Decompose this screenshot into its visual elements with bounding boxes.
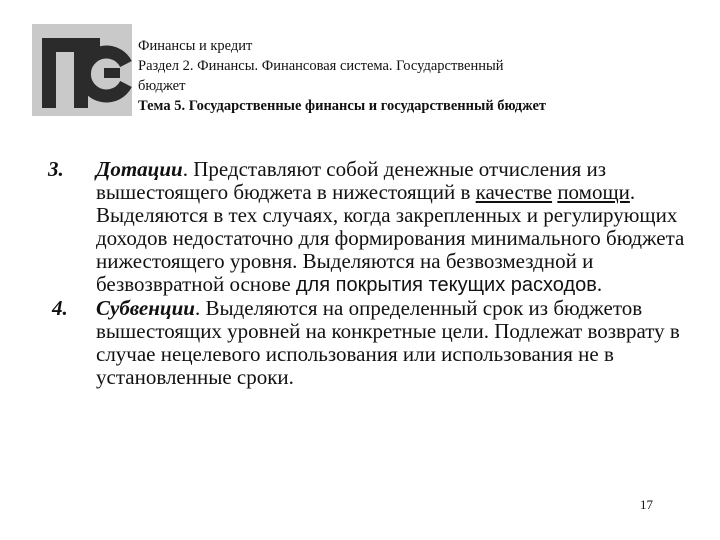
- topic-title: Тема 5. Государственные финансы и государственный бюджет: [138, 98, 547, 114]
- item-text-underlined: помощи: [557, 180, 630, 204]
- slide-header: [138, 36, 546, 116]
- slide-body: [48, 158, 688, 389]
- item-text: . Выделяются в тех случаях, когда закрепленных и регулирующих доходов недостаточно для формирования минимального бюджета нижестоящего уровня. Выделяются на безвозмездной и безвозвратной основе: [96, 180, 685, 296]
- course-title: Финансы и кредит: [138, 38, 253, 54]
- item-number: 3.: [48, 157, 64, 181]
- list-item: [48, 297, 688, 389]
- section-title: Раздел 2. Финансы. Финансовая система. Государственный: [138, 58, 504, 74]
- item-text-underlined: качестве: [475, 180, 553, 204]
- item-term: Дотации: [96, 157, 183, 181]
- list-item: [48, 158, 688, 297]
- page-number: 17: [640, 497, 653, 512]
- item-number: 4.: [52, 296, 68, 320]
- section-title-cont: бюджет: [138, 78, 186, 94]
- item-term: Субвенции: [96, 296, 195, 320]
- item-text-sans: для покрытия текущих расходов: [295, 274, 597, 296]
- publisher-logo: [32, 24, 132, 116]
- item-text-end: .: [596, 272, 603, 296]
- item-text: . Представляют собой денежные отчисления из вышестоящего бюджета в нижестоящий в: [96, 157, 607, 204]
- item-text: . Выделяются на определенный срок из бюджетов вышестоящих уровней на конкретные цели. Подлежат возврату в случае нецелевого использования или использования не в установленные сроки.: [96, 296, 680, 389]
